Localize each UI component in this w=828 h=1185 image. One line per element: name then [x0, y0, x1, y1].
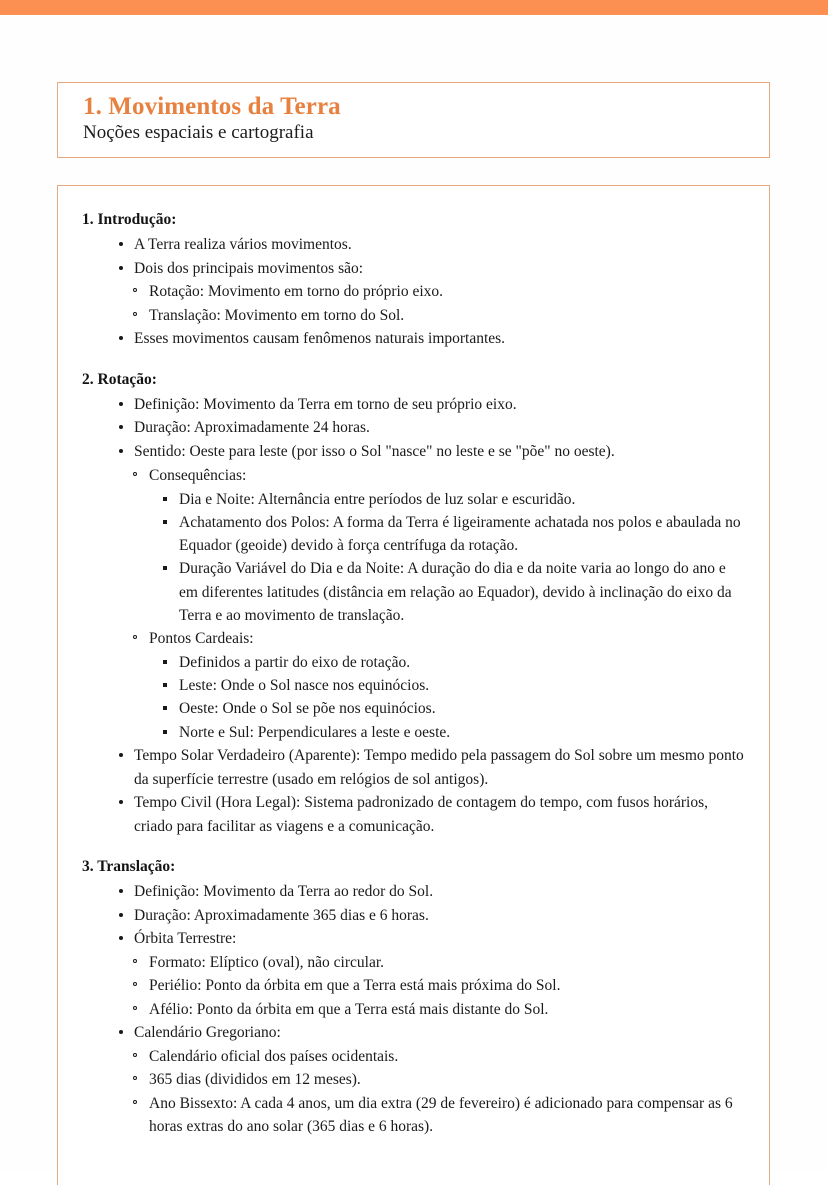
outline-list-level-2 [134, 951, 747, 1021]
square-bullet-icon [163, 706, 167, 710]
disc-bullet-icon [119, 242, 123, 246]
outline-list-level-2 [134, 464, 747, 744]
list-item [82, 744, 747, 791]
list-item [149, 674, 747, 697]
disc-bullet-icon [119, 800, 123, 804]
circle-bullet-icon [133, 1053, 137, 1057]
disc-bullet-icon [119, 402, 123, 406]
list-item-text: Duração: Aproximadamente 24 horas. [134, 419, 370, 437]
list-item [134, 951, 747, 974]
circle-bullet-icon [133, 982, 137, 986]
disc-bullet-icon [119, 449, 123, 453]
list-item-text: Tempo Civil (Hora Legal): Sistema padronizado de contagem do tempo, com fusos horários, criado para facilitar as viagens e a comunicação. [134, 794, 708, 835]
circle-bullet-icon [133, 472, 137, 476]
list-item-text: 365 dias (divididos em 12 meses). [149, 1071, 361, 1089]
list-item [134, 974, 747, 997]
document-content-card [57, 185, 770, 1185]
square-bullet-icon [163, 520, 167, 524]
list-item [134, 304, 747, 327]
list-item-text: Sentido: Oeste para leste (por isso o Sol "nasce" no leste e se "põe" no oeste). [134, 443, 615, 461]
list-item-text: Achatamento dos Polos: A forma da Terra é ligeiramente achatada nos polos e abaulada no Equador (geoide) devido à força centrífuga da rotação. [179, 513, 741, 555]
outline-list-level-1 [82, 880, 747, 1138]
list-item [149, 697, 747, 720]
list-item [134, 998, 747, 1021]
list-item-text: Dia e Noite: Alternância entre períodos de luz solar e escuridão. [179, 490, 576, 508]
list-item-text: Calendário Gregoriano: [134, 1024, 281, 1042]
list-item [82, 257, 747, 327]
content-section [82, 857, 747, 1138]
list-item [82, 327, 747, 350]
section-heading: 2. Rotação: [82, 370, 157, 388]
list-item-text: Norte e Sul: Perpendiculares a leste e oeste. [179, 723, 451, 741]
disc-bullet-icon [119, 425, 123, 429]
content-section [82, 210, 747, 351]
list-item [149, 651, 747, 674]
list-item-text: Tempo Solar Verdadeiro (Aparente): Tempo medido pela passagem do Sol sobre um mesmo ponto da superfície terrestre (usado em relógios de sol antigos). [134, 747, 744, 788]
list-item-text: Órbita Terrestre: [134, 930, 237, 948]
list-item [134, 1092, 747, 1139]
outline-list-level-1 [82, 393, 747, 838]
list-item [149, 488, 747, 511]
list-item-text: Afélio: Ponto da órbita em que a Terra está mais distante do Sol. [149, 1000, 549, 1018]
list-item [134, 627, 747, 744]
list-item [82, 791, 747, 838]
list-item-text: Consequências: [149, 466, 247, 484]
circle-bullet-icon [133, 635, 137, 639]
page-title: 1. Movimentos da Terra [83, 93, 341, 120]
document-header-inner [58, 83, 769, 145]
list-item [82, 393, 747, 416]
disc-bullet-icon [119, 753, 123, 757]
list-item-text: Pontos Cardeais: [149, 630, 254, 648]
list-item [134, 1045, 747, 1068]
list-item-text: Duração Variável do Dia e da Noite: A duração do dia e da noite varia ao longo do ano e em diferentes latitudes (distância em relação ao Equador), devido à inclinação do eixo da Terra e ao movimento de translação. [179, 560, 732, 624]
disc-bullet-icon [119, 913, 123, 917]
outline-list-level-2 [134, 1045, 747, 1138]
disc-bullet-icon [119, 936, 123, 940]
list-item [134, 464, 747, 627]
list-item [149, 557, 747, 627]
circle-bullet-icon [133, 312, 137, 316]
outline-list-level-1 [82, 233, 747, 351]
circle-bullet-icon [133, 959, 137, 963]
page-subtitle: Noções espaciais e cartografia [83, 122, 314, 143]
disc-bullet-icon [119, 1030, 123, 1034]
list-item [82, 904, 747, 927]
content-section [82, 370, 747, 838]
list-item [82, 416, 747, 439]
outline-list-level-2 [134, 280, 747, 327]
list-item-text: Ano Bissexto: A cada 4 anos, um dia extra (29 de fevereiro) é adicionado para compensar as 6 horas extras do ano solar (365 dias e 6 horas). [149, 1094, 733, 1135]
document-page [0, 15, 828, 1171]
disc-bullet-icon [119, 266, 123, 270]
list-item [149, 511, 747, 558]
circle-bullet-icon [133, 288, 137, 292]
disc-bullet-icon [119, 889, 123, 893]
square-bullet-icon [163, 730, 167, 734]
outline-list-level-3 [149, 488, 747, 628]
list-item [134, 280, 747, 303]
list-item-text: A Terra realiza vários movimentos. [134, 235, 352, 253]
list-item-text: Leste: Onde o Sol nasce nos equinócios. [179, 677, 430, 695]
list-item [82, 440, 747, 744]
list-item [82, 927, 747, 1021]
list-item [149, 721, 747, 744]
top-accent-bar [0, 0, 828, 15]
list-item [134, 1068, 747, 1091]
list-item-text: Formato: Elíptico (oval), não circular. [149, 954, 385, 972]
list-item-text: Rotação: Movimento em torno do próprio eixo. [149, 283, 444, 301]
list-item [82, 880, 747, 903]
section-heading: 1. Introdução: [82, 211, 177, 228]
list-item-text: Dois dos principais movimentos são: [134, 259, 364, 277]
square-bullet-icon [163, 566, 167, 570]
square-bullet-icon [163, 660, 167, 664]
list-item-text: Calendário oficial dos países ocidentais. [149, 1048, 399, 1066]
outline-list-level-3 [149, 651, 747, 744]
list-item-text: Duração: Aproximadamente 365 dias e 6 horas. [134, 906, 429, 924]
disc-bullet-icon [119, 336, 123, 340]
list-item-text: Esses movimentos causam fenômenos naturais importantes. [134, 330, 506, 348]
document-content-body [58, 186, 769, 1138]
list-item [82, 233, 747, 256]
circle-bullet-icon [133, 1100, 137, 1104]
section-heading: 3. Translação: [82, 857, 176, 875]
circle-bullet-icon [133, 1076, 137, 1080]
circle-bullet-icon [133, 1006, 137, 1010]
list-item-text: Definição: Movimento da Terra em torno de seu próprio eixo. [134, 395, 517, 413]
list-item-text: Translação: Movimento em torno do Sol. [149, 306, 405, 324]
list-item [82, 1021, 747, 1138]
list-item-text: Definição: Movimento da Terra ao redor do Sol. [134, 882, 434, 900]
square-bullet-icon [163, 683, 167, 687]
list-item-text: Oeste: Onde o Sol se põe nos equinócios. [179, 700, 436, 718]
list-item-text: Definidos a partir do eixo de rotação. [179, 653, 411, 671]
list-item-text: Periélio: Ponto da órbita em que a Terra está mais próxima do Sol. [149, 977, 561, 995]
document-header-card [57, 82, 770, 158]
square-bullet-icon [163, 497, 167, 501]
